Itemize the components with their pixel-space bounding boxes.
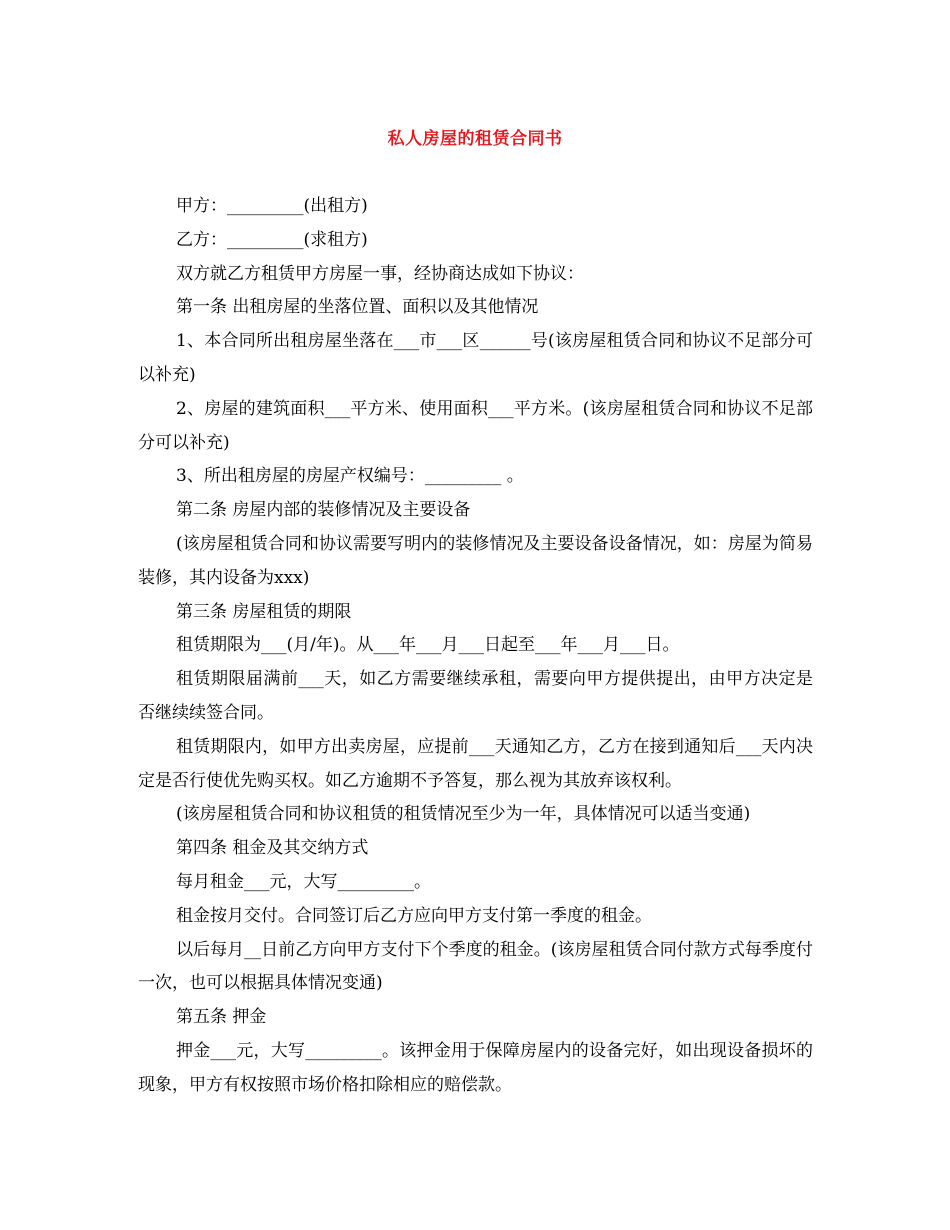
agreement-intro: 双方就乙方租赁甲方房屋一事，经协商达成如下协议： [176, 263, 584, 284]
article-4-schedule: 以后每月__日前乙方向甲方支付下个季度的租金。(该房屋租赁合同付款方式每季度付一次，也可以根据具体情况变通) [138, 939, 813, 994]
document-body [138, 190, 813, 1103]
article-1-clause-1: 1、本合同所出租房屋坐落在___市___区______号(该房屋租赁合同和协议不足部分可以补充) [138, 331, 813, 385]
article-3-note: (该房屋租赁合同和协议租赁的租赁情况至少为一年，具体情况可以适当变通) [176, 804, 751, 825]
party-a-line: 甲方：_________(出租方) [176, 196, 368, 216]
article-3-renewal: 租赁期限届满前___天，如乙方需要继续承租，需要向甲方提供提出，由甲方决定是否继续续签合同。 [138, 669, 813, 723]
article-5-heading: 第五条 押金 [176, 1007, 267, 1028]
article-1-clause-3: 3、所出租房屋的房屋产权编号：_________ 。 [176, 466, 524, 487]
article-4-payment: 租金按月交付。合同签订后乙方应向甲方支付第一季度的租金。 [176, 905, 652, 926]
article-5-deposit: 押金___元，大写_________。该押金用于保障房屋内的设备完好，如出现设备损坏的现象，甲方有权按照市场价格扣除相应的赔偿款。 [138, 1040, 813, 1095]
article-3-term: 租赁期限为___(月/年)。从___年___月___日起至___年___月___日。 [176, 635, 680, 656]
article-4-monthly-rent: 每月租金___元，大写_________。 [176, 871, 431, 892]
article-3-sale-notice: 租赁期限内，如甲方出卖房屋，应提前___天通知乙方，乙方在接到通知后___天内决定是否行使优先购买权。如乙方逾期不予答复，那么视为其放弃该权利。 [138, 736, 813, 791]
article-1-clause-2: 2、房屋的建筑面积___平方米、使用面积___平方米。(该房屋租赁合同和协议不足部分可以补充) [138, 398, 813, 453]
article-3-heading: 第三条 房屋租赁的期限 [176, 601, 352, 622]
article-2-heading: 第二条 房屋内部的装修情况及主要设备 [176, 500, 471, 521]
article-2-note: (该房屋租赁合同和协议需要写明内的装修情况及主要设备设备情况，如：房屋为简易装修，其内设备为xxx) [138, 533, 813, 588]
article-1-heading: 第一条 出租房屋的坐落位置、面积以及其他情况 [176, 297, 539, 318]
article-4-heading: 第四条 租金及其交纳方式 [176, 838, 369, 859]
page-title: 私人房屋的租赁合同书 [387, 129, 563, 149]
party-b-line: 乙方：_________(求租方) [176, 229, 368, 250]
